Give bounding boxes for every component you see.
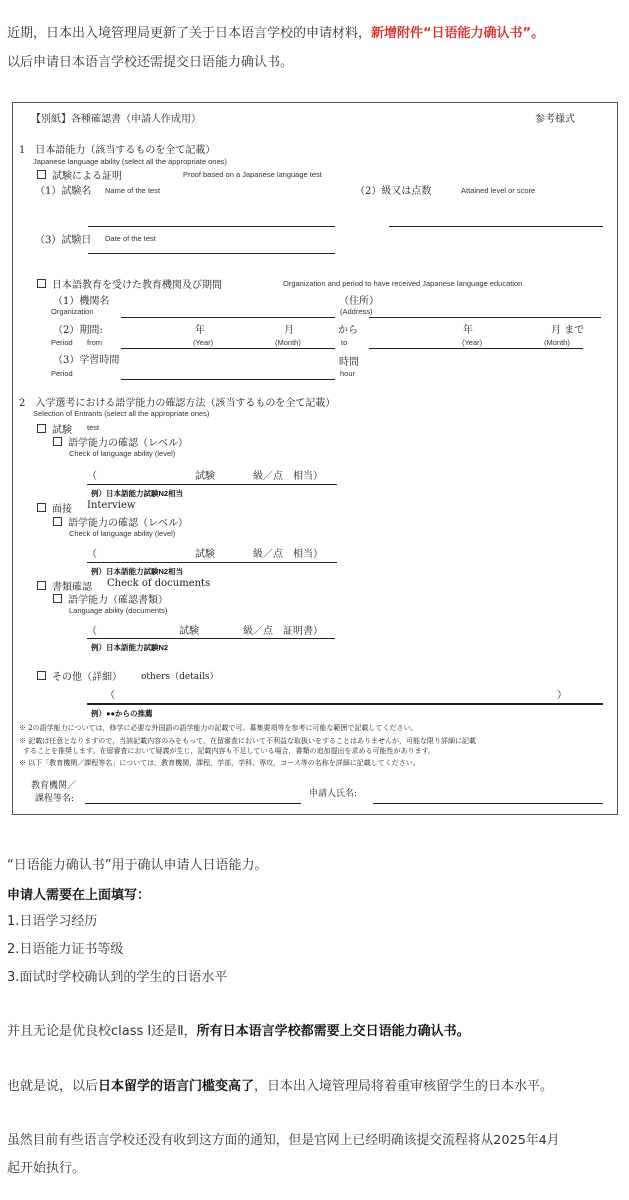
example-3: 例）日本語能力試験N2 — [91, 643, 169, 652]
applicant-name-line — [373, 803, 603, 804]
education-label: 日本語教育を受けた教育機関及び期間 — [52, 280, 222, 291]
address-en: (Address) — [340, 307, 373, 316]
level-en: Attained level or score — [461, 186, 536, 195]
intro-text: 近期，日本出入境管理局更新了关于日本语言学校的申请材料， — [7, 26, 372, 41]
study-hours-label: （3）学習時間 — [53, 355, 120, 366]
other-line — [87, 703, 603, 705]
year-en-1: (Year) — [193, 338, 214, 347]
section-2-en: Selection of Entrants (select all the appropriate ones) — [33, 409, 210, 418]
test-level-line — [87, 484, 337, 485]
documents-checkbox — [37, 581, 46, 590]
org-line — [121, 317, 335, 318]
institution-label-2: 課程等名: — [35, 794, 75, 804]
note-2a: ※ 記載は任意となりますので，当該記載内容のみをもって，在留審査において不利益な取扱いをすることはありませんが，可能な限り詳細に記載 — [19, 737, 476, 745]
example-2: 例）日本語能力試験N2相当 — [91, 567, 184, 576]
paren-open-2: （ — [87, 549, 97, 560]
paren-open-3: （ — [87, 626, 97, 637]
list-item-3: 3.面试时学校确认到的学生的日语水平 — [7, 970, 228, 985]
test-en: test — [87, 423, 100, 432]
test-label: 試験 — [52, 425, 72, 436]
made-label: 月 まで — [551, 325, 585, 336]
education-checkbox — [37, 279, 46, 288]
test-date-en: Date of the test — [105, 234, 156, 243]
period-en: Period — [51, 338, 73, 347]
test-name-en: Name of the test — [105, 186, 161, 195]
test-level-checkbox — [53, 437, 62, 446]
example-1: 例）日本語能力試験N2相当 — [91, 489, 184, 498]
study-hours-en: Period — [51, 369, 73, 378]
address-line — [369, 317, 601, 318]
example-4: 例）●●からの推薦 — [91, 709, 153, 718]
documents-level-line — [87, 638, 335, 639]
shiken-1: 試験 — [195, 471, 215, 482]
hour-en: hour — [340, 369, 356, 378]
list-item-1: 1.日语学习经历 — [7, 914, 98, 929]
interview-level-label: 語学能力の確認（レベル） — [68, 518, 188, 529]
test-checkbox — [37, 424, 46, 433]
test-level-label: 語学能力の確認（レベル） — [68, 438, 188, 449]
body-p1: “日语能力确认书”用于确认申请人日语能力。 — [7, 858, 268, 873]
intro-highlight: 新增附件“日语能力确认书”。 — [371, 26, 545, 41]
documents-level-en: Language ability (documents) — [69, 606, 168, 615]
body-p4-text: 也就是说，以后 — [7, 1079, 99, 1094]
shiken-2: 試験 — [195, 549, 215, 560]
period-to-line — [369, 348, 583, 349]
section-1-en: Japanese language ability (select all the appropriate ones) — [33, 157, 227, 166]
test-level-en: Check of language ability (level) — [69, 449, 176, 458]
intro-line-1 — [7, 22, 544, 41]
kyu-ten-2: 級／点 相当） — [253, 549, 323, 560]
address-label: （住所） — [339, 296, 379, 307]
level-line — [389, 226, 603, 227]
note-3: ※ 以下「教育機関／課程等名」については，教育機関，課程，学部，学科，専攻，コース等の名称を詳細に記載してください。 — [19, 759, 420, 767]
year-en-2: (Year) — [462, 338, 483, 347]
body-p4 — [7, 1075, 553, 1094]
period-label: （2）期間: — [53, 325, 103, 336]
list-item-2: 2.日语能力证书等级 — [7, 942, 124, 957]
body-p5-line1: 虽然目前有些语言学校还没有收到这方面的通知，但是官网上已经明确该提交流程将从2025年4月 — [7, 1133, 560, 1148]
applicant-name-label: 申請人氏名: — [309, 789, 358, 799]
form-header-left: 【別紙】各種確認書（申請人作成用） — [31, 114, 201, 125]
interview-label: 面接 — [52, 504, 72, 515]
confirmation-form-image — [12, 102, 618, 815]
documents-en: Check of documents — [107, 578, 211, 589]
exam-proof-en: Proof based on a Japanese language test — [183, 170, 322, 179]
paren-open-4: （ — [105, 690, 115, 701]
body-p3 — [7, 1020, 470, 1039]
period-from-line — [121, 348, 335, 349]
section-2-title: 2 入学選考における語学能力の確認方法（該当するものを全て記載） — [19, 398, 336, 409]
paren-close-4: ） — [557, 690, 567, 701]
month-en-1: (Month) — [275, 338, 301, 347]
kara-label: から — [338, 325, 358, 336]
body-p4-bold: 日本留学的语言门槛变高了 — [98, 1079, 255, 1094]
body-p3-bold: 所有日本语言学校都需要上交日语能力确认书。 — [196, 1024, 470, 1039]
other-label: その他（詳細） — [52, 672, 122, 683]
interview-level-en: Check of language ability (level) — [69, 529, 176, 538]
body-p5-line2: 起开始执行。 — [7, 1161, 86, 1176]
interview-checkbox — [37, 503, 46, 512]
exam-proof-label: 試験による証明 — [52, 171, 122, 182]
shiken-3: 試験 — [179, 626, 199, 637]
month-en-2: (Month) — [544, 338, 570, 347]
education-en: Organization and period to have received Japanese language education — [283, 279, 523, 288]
paren-open-1: （ — [87, 471, 97, 482]
intro-line-2: 以后申请日本语言学校还需提交日语能力确认书。 — [7, 55, 294, 70]
test-name-label: （1）試験名 — [35, 186, 92, 197]
year-jp-2: 年 — [463, 325, 473, 336]
documents-level-checkbox — [53, 594, 62, 603]
test-date-label: （3）試験日 — [35, 235, 92, 246]
year-jp-1: 年 — [195, 325, 205, 336]
interview-en: Interview — [87, 500, 136, 511]
other-checkbox — [37, 671, 46, 680]
interview-level-line — [87, 562, 337, 563]
documents-level-label: 語学能力（確認書類） — [68, 595, 168, 606]
level-label: （2）級又は点数 — [355, 186, 432, 197]
form-header-right: 参考様式 — [535, 114, 575, 125]
body-p3-text: 并且无论是优良校class Ⅰ还是Ⅱ， — [7, 1024, 197, 1039]
to-en: to — [341, 338, 348, 347]
section-1-title: 1 日本語能力（該当するものを全て記載） — [19, 145, 216, 156]
institution-label-1: 教育機関／ — [31, 781, 77, 791]
body-p2: 申请人需要在上面填写： — [7, 888, 151, 903]
institution-line — [85, 803, 301, 804]
org-label: （1）機関名 — [53, 296, 110, 307]
other-en: others（details） — [141, 672, 219, 682]
kyu-ten-1: 級／点 相当） — [253, 471, 323, 482]
study-hours-line — [121, 379, 335, 380]
interview-level-checkbox — [53, 517, 62, 526]
test-date-line — [88, 253, 335, 254]
note-1: ※ 2の語学能力については，修学に必要な外国語の語学能力の記載で可。募集要項等を参考に可能な範囲で記載してください。 — [19, 724, 418, 732]
body-p4-suffix: ，日本出入境管理局将着重审核留学生的日本水平。 — [254, 1079, 554, 1094]
org-en: Organization — [51, 307, 94, 316]
exam-proof-checkbox — [37, 170, 46, 179]
hour-label: 時間 — [339, 357, 359, 368]
documents-label: 書類確認 — [52, 582, 92, 593]
month-jp-1: 月 — [284, 325, 294, 336]
from-en: from — [87, 338, 102, 347]
note-2b: することを推奨します。在留審査において疑義が生じ，記載内容も不足している場合，書類の追加提出を求める可能性があります。 — [23, 747, 435, 755]
test-name-line — [88, 226, 335, 227]
kyu-cert: 級／点 証明書） — [243, 626, 323, 637]
